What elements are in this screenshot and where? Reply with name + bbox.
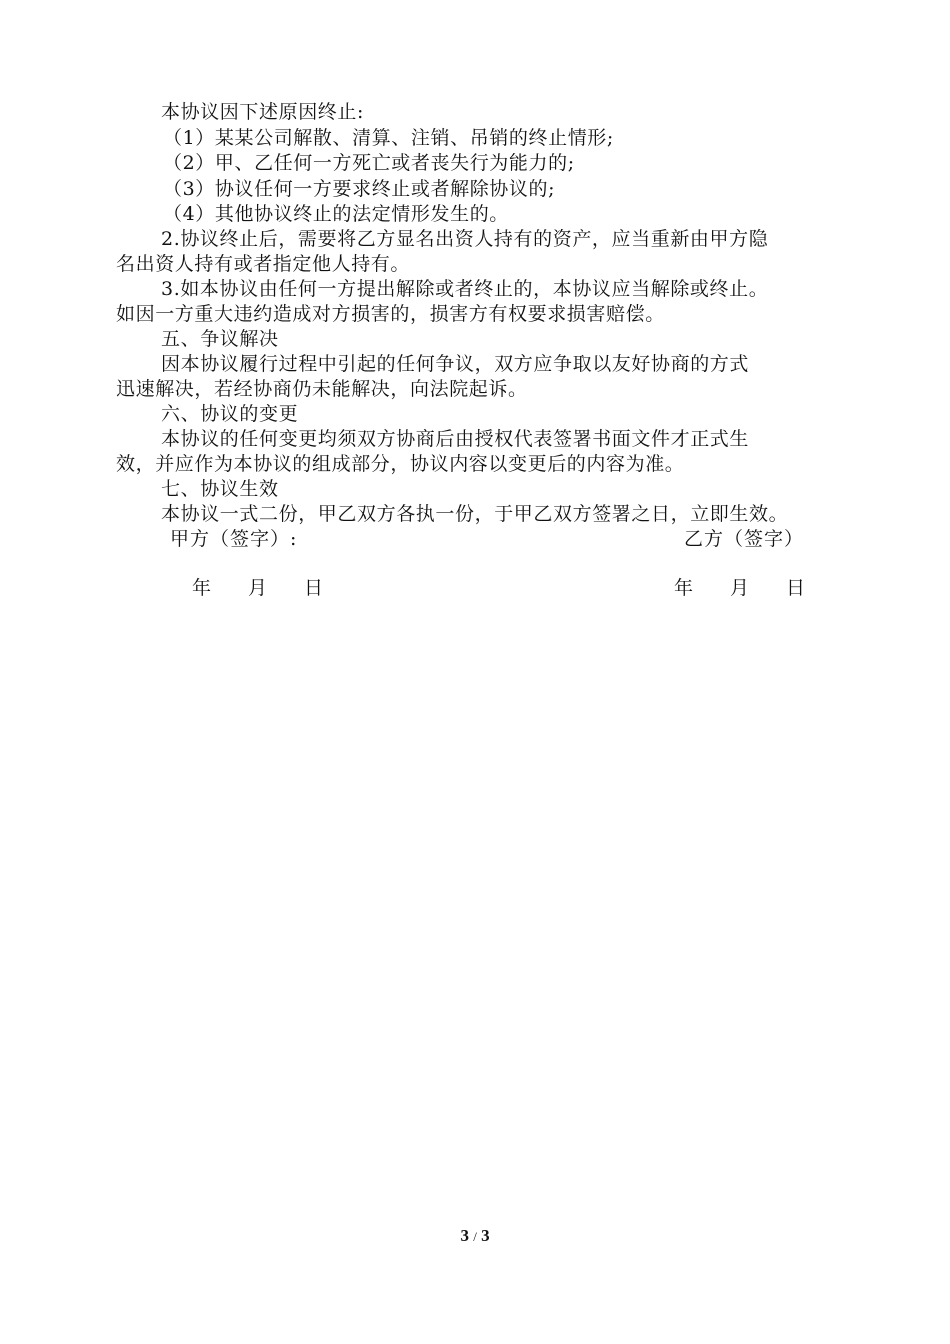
effect-line-1: 本协议一式二份，甲乙双方各执一份，于甲乙双方签署之日，立即生效。 <box>161 503 789 525</box>
dispute-line-2: 迅速解决，若经协商仍未能解决，向法院起诉。 <box>116 378 528 400</box>
clause-3-line-2: 如因一方重大违约造成对方损害的，损害方有权要求损害赔偿。 <box>116 303 665 325</box>
list-item-4: （4）其他协议终止的法定情形发生的。 <box>163 203 509 225</box>
party-a-date-year: 年 <box>192 577 212 599</box>
list-item-2: （2）甲、乙任何一方死亡或者丧失行为能力的; <box>163 152 575 174</box>
party-b-signature-label: 乙方（签字） <box>684 528 805 550</box>
clause-2-line-1: 2.协议终止后，需要将乙方显名出资人持有的资产，应当重新由甲方隐 <box>161 228 769 250</box>
party-a-signature-label: 甲方（签字）: <box>170 528 298 550</box>
page-total: 3 <box>481 1226 490 1245</box>
party-a-date-day: 日 <box>304 577 324 599</box>
change-line-1: 本协议的任何变更均须双方协商后由授权代表签署书面文件才正式生 <box>161 428 750 450</box>
page-number <box>0 1226 950 1246</box>
paragraph-termination-intro: 本协议因下述原因终止: <box>161 101 365 123</box>
list-item-3: （3）协议任何一方要求终止或者解除协议的; <box>163 178 556 200</box>
section-heading-effect: 七、协议生效 <box>161 478 279 500</box>
clause-3-line-1: 3.如本协议由任何一方提出解除或者终止的，本协议应当解除或终止。 <box>161 278 769 300</box>
list-item-1: （1）某某公司解散、清算、注销、吊销的终止情形; <box>163 127 614 149</box>
party-b-date-year: 年 <box>674 577 694 599</box>
section-heading-change: 六、协议的变更 <box>161 403 299 425</box>
section-heading-dispute: 五、争议解决 <box>161 328 279 350</box>
clause-2-line-2: 名出资人持有或者指定他人持有。 <box>116 253 411 275</box>
page-current: 3 <box>460 1226 469 1245</box>
party-a-date-month: 月 <box>248 577 268 599</box>
dispute-line-1: 因本协议履行过程中引起的任何争议，双方应争取以友好协商的方式 <box>161 353 750 375</box>
party-b-date-month: 月 <box>730 577 750 599</box>
party-b-date-day: 日 <box>786 577 806 599</box>
page-separator: / <box>473 1229 477 1244</box>
change-line-2: 效，并应作为本协议的组成部分，协议内容以变更后的内容为准。 <box>116 453 685 475</box>
